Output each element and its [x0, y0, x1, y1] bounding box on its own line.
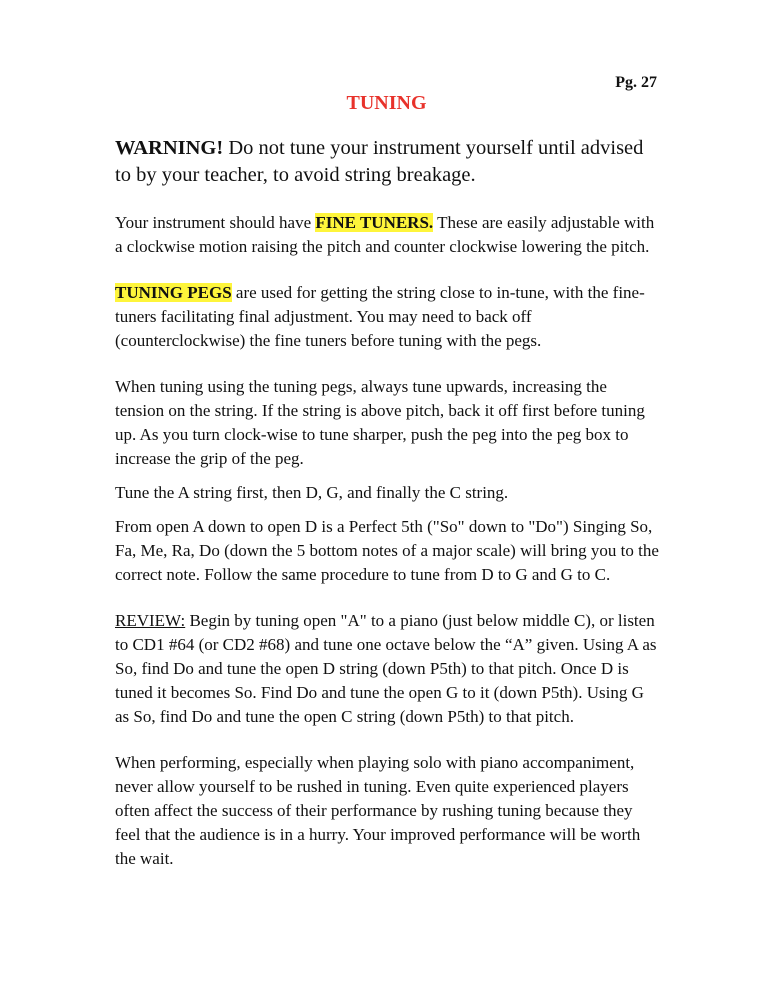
tuning-pegs-post: are used for getting the string close to in-tune, with the fine-tuners facilitating final adjustment. You may need to back off (counterclockwise) the fine tuners before tuning with the pegs.: [115, 283, 645, 350]
page-number: Pg. 27: [615, 74, 657, 91]
review-text: Begin by tuning open "A" to a piano (just below middle C), or listen to CD1 #64 (or CD2 #68) and tune one octave below the “A” given. Using A as So, find Do and tune the open D string (down P5th) to that pitch. Once D is tuned it becomes So. Find Do and tune the open G to it (down P5th). Using G as So, find Do and tune the open C string (down P5th) to that pitch.: [115, 611, 657, 726]
tuning-pegs-highlight: TUNING PEGS: [115, 283, 232, 302]
tuning-pegs-paragraph: [115, 281, 660, 353]
review-label: REVIEW:: [115, 611, 186, 630]
fine-tuners-post: These are easily adjustable with a clockwise motion raising the pitch and counter clockwise lowering the pitch.: [115, 213, 655, 256]
string-order-paragraph: Tune the A string first, then D, G, and finally the C string.: [115, 483, 509, 502]
page-title: TUNING: [346, 92, 427, 114]
performing-paragraph: When performing, especially when playing solo with piano accompaniment, never allow yourself to be rushed in tuning. Even quite experienced players often affect the success of their performance by rushing tuning because they feel that the audience is in a hurry. Your improved performance will be worth the wait.: [115, 753, 641, 868]
fine-tuners-paragraph: [115, 211, 660, 259]
warning-text: Do not tune your instrument yourself until advised to by your teacher, to avoid string breakage.: [115, 137, 644, 186]
tune-upwards-paragraph: When tuning using the tuning pegs, always tune upwards, increasing the tension on the string. If the string is above pitch, back it off first before tuning up. As you turn clock-wise to tune sharper, push the peg into the peg box to increase the grip of the peg.: [115, 377, 645, 468]
warning-paragraph: [115, 135, 660, 189]
fine-tuners-pre: Your instrument should have: [115, 213, 316, 232]
review-paragraph: [115, 609, 660, 729]
fine-tuners-highlight: FINE TUNERS.: [315, 213, 434, 232]
warning-label: WARNING!: [115, 137, 224, 159]
document-body: [115, 135, 660, 893]
perfect-fifth-paragraph: From open A down to open D is a Perfect 5th ("So" down to "Do") Singing So, Fa, Me, Ra, Do (down the 5 bottom notes of a major scale) will bring you to the correct note. Follow the same procedure to tune from D to G and G to C.: [115, 517, 659, 584]
